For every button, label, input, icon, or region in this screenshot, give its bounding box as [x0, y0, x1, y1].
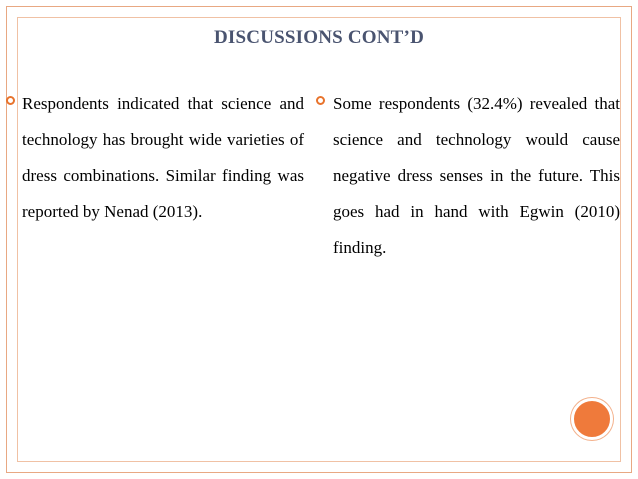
bullet-ring-icon — [6, 96, 15, 105]
left-paragraph: Respondents indicated that science and technology has brought wide varieties of dress combinations. Similar finding was reported by Nenad (2013). — [22, 94, 304, 221]
right-paragraph: Some respondents (32.4%) revealed that science and technology would cause negative dress senses in the future. This goes had in hand with Egwin (2010) finding. — [333, 94, 620, 257]
right-column — [333, 86, 620, 266]
bullet-ring-icon — [316, 96, 325, 105]
decorative-circle-icon — [571, 398, 613, 440]
left-column — [22, 86, 304, 230]
slide-title: DISCUSSIONS CONT’D — [213, 27, 424, 48]
